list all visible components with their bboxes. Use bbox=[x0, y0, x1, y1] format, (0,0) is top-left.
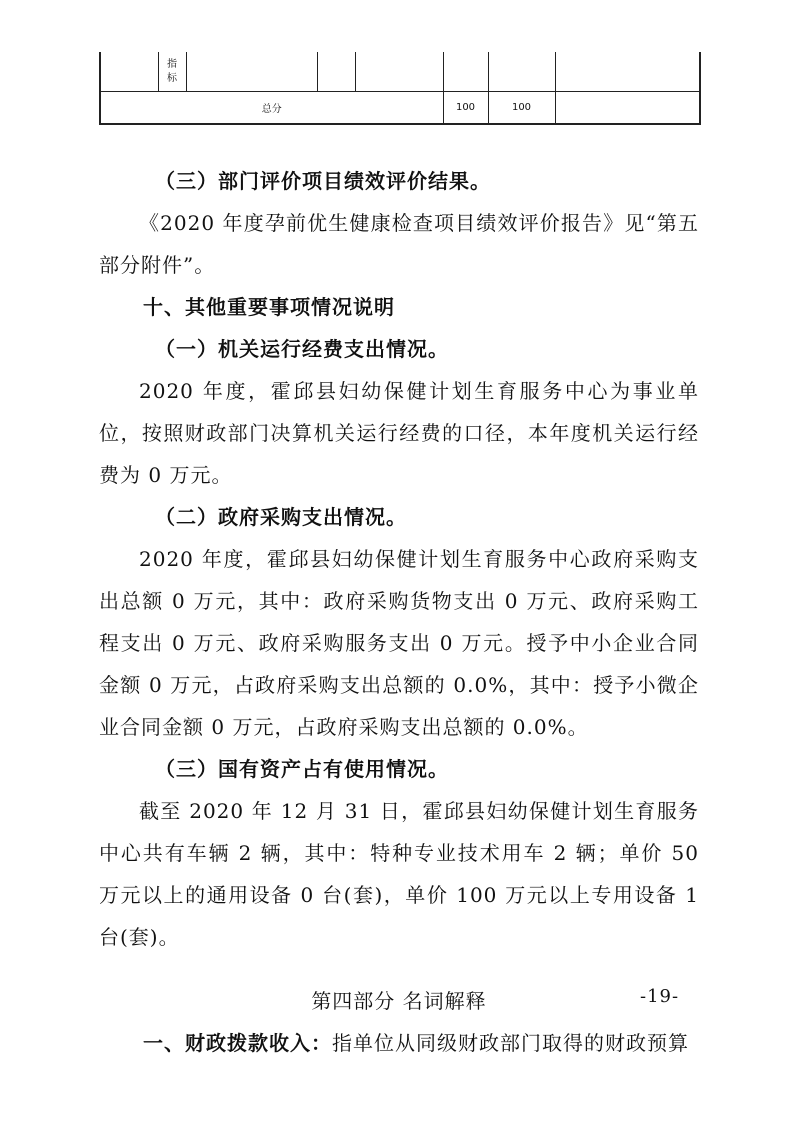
section-heading-other-matters: 十、其他重要事项情况说明 bbox=[143, 295, 395, 319]
table-cell bbox=[488, 52, 555, 92]
table-cell bbox=[317, 52, 355, 92]
section-heading-operating-expenses: （一）机关运行经费支出情况。 bbox=[155, 337, 449, 361]
evaluation-result-text: 《2020 年度孕前优生健康检查项目绩效评价报告》见“第五部分附件”。 bbox=[99, 211, 699, 277]
definition-text: 指单位从同级财政部门取得的财政预算 bbox=[332, 1031, 689, 1055]
total-score-b: 100 bbox=[488, 92, 555, 125]
total-label: 总分 bbox=[100, 92, 443, 125]
operating-expenses-text: 2020 年度，霍邱县妇幼保健计划生育服务中心为事业单位，按照财政部门决算机关运行经费的口径，本年度机关运行经费为 0 万元。 bbox=[99, 379, 699, 487]
table-cell bbox=[186, 52, 317, 92]
table-row bbox=[100, 52, 700, 92]
score-table bbox=[99, 52, 701, 125]
table-cell bbox=[355, 52, 443, 92]
definition-term: 一、财政拨款收入： bbox=[143, 1031, 332, 1055]
state-assets-text: 截至 2020 年 12 月 31 日，霍邱县妇幼保健计划生育服务中心共有车辆 2 辆，其中：特种专业技术用车 2 辆；单价 50 万元以上的通用设备 0 台(套)，单价 100 万元以上专用设备 1 台(套)。 bbox=[99, 799, 699, 949]
table-cell bbox=[443, 52, 488, 92]
indicator-cell bbox=[158, 52, 186, 92]
table-cell bbox=[555, 52, 700, 92]
table-cell bbox=[555, 92, 700, 125]
total-row bbox=[100, 92, 700, 125]
total-score-a: 100 bbox=[443, 92, 488, 125]
document-body bbox=[99, 160, 699, 1064]
definition-item bbox=[99, 1022, 699, 1064]
part-title: 第四部分 名词解释 bbox=[311, 989, 487, 1013]
table-cell bbox=[100, 52, 158, 92]
section-heading-evaluation-result: （三）部门评价项目绩效评价结果。 bbox=[155, 169, 491, 193]
procurement-text: 2020 年度，霍邱县妇幼保健计划生育服务中心政府采购支出总额 0 万元，其中：政府采购货物支出 0 万元、政府采购工程支出 0 万元、政府采购服务支出 0 万元。授予中小企业合同金额 0 万元，占政府采购支出总额的 0.0%，其中：授予小微企业合同金额 0 万元，占政府采购支出总额的 0.0%。 bbox=[99, 547, 699, 739]
page-number: -19- bbox=[640, 986, 680, 1007]
performance-table-fragment bbox=[99, 52, 699, 125]
indicator-label: 指标 bbox=[167, 58, 177, 84]
section-heading-state-assets: （三）国有资产占有使用情况。 bbox=[155, 757, 449, 781]
section-heading-procurement: （二）政府采购支出情况。 bbox=[155, 505, 407, 529]
